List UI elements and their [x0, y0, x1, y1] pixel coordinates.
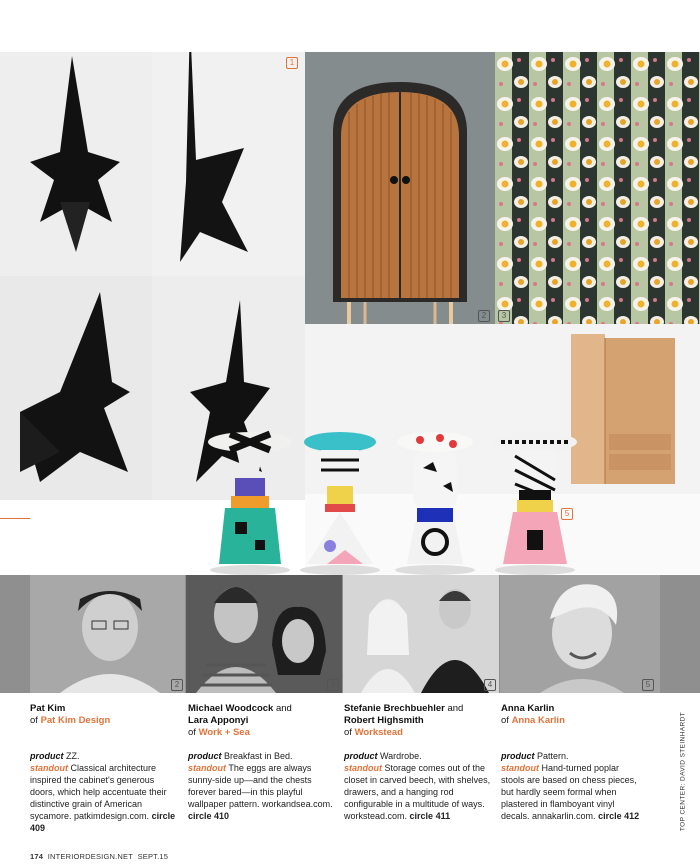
circle-number: circle 411 [409, 811, 451, 821]
cabinet-illustration [305, 52, 495, 324]
wallpaper-pattern [495, 52, 700, 324]
designer-name-2: Lara Apponyi [188, 715, 249, 726]
designer-name: Michael Woodcock and [188, 703, 292, 714]
footer-site: INTERIORDESIGN.NET [47, 852, 133, 861]
marker-5: 5 [561, 508, 573, 520]
company-line: of Work + Sea [188, 727, 250, 738]
photo-credit: TOP CENTER: DAVID STEINHARDT [679, 711, 687, 832]
portrait-workstead [343, 575, 499, 693]
portrait-anna-karlin [500, 575, 660, 693]
stools-row [195, 430, 595, 575]
stools-illustration [195, 430, 595, 575]
footer-issue: SEPT.15 [137, 852, 169, 861]
designer-column-1 [30, 703, 180, 834]
marker-3: 3 [498, 310, 510, 322]
product-description: product ZZ. standout Classical architecture inspired the cabinet's generous doors, which help accentuate their distinctive grain of American sycamore. patkimdesign.com. circle 409 [30, 751, 176, 833]
portrait-pat-kim [30, 575, 185, 693]
company-name: Work + Sea [198, 727, 250, 738]
photo-wallpaper [495, 52, 700, 324]
circle-number: circle 412 [598, 811, 640, 821]
company-line: of Workstead [344, 727, 403, 738]
circle-number: circle 409 [30, 811, 176, 833]
circle-number: circle 410 [188, 811, 230, 821]
company-name: Pat Kim Design [40, 715, 111, 726]
portrait-marker: 4 [484, 679, 496, 691]
marker-2: 2 [478, 310, 490, 322]
portrait-marker: 2 [171, 679, 183, 691]
designer-name: Anna Karlin [501, 703, 555, 714]
company-line: of Anna Karlin [501, 715, 565, 726]
product-description: product Pattern. standout Hand-turned poplar stools are based on chess pieces, but hardly seem formal when plastered in flamboyant vinyl decals. annakarlin.com. circle 412 [501, 751, 640, 821]
photo-cabinet [305, 52, 495, 324]
designer-column-2 [188, 703, 338, 822]
designer-name-2: Robert Highsmith [344, 715, 424, 726]
designer-name: Pat Kim [30, 703, 66, 714]
product-description: product Breakfast in Bed. standout The eggs are always sunny-side up—and the chests forever bared—in this playful wallpaper pattern. workandsea.com. circle 410 [188, 751, 333, 821]
designer-column-3 [344, 703, 494, 822]
designer-column-4 [501, 703, 641, 822]
page-number: 174 [30, 852, 44, 861]
accent-rule [0, 518, 30, 519]
company-line: of Pat Kim Design [30, 715, 111, 726]
page-footer [30, 852, 168, 861]
product-description: product Wardrobe. standout Storage comes out of the closet in carved beech, with shelves, drawers, and a hanging rod configurable in a multitude of ways. workstead.com. circle 411 [344, 751, 491, 821]
marker-1: 1 [286, 57, 298, 69]
portrait-marker: 5 [642, 679, 654, 691]
portrait-work-sea [186, 575, 342, 693]
designer-name: Stefanie Brechbuehler and [344, 703, 464, 714]
company-name: Workstead [354, 727, 403, 738]
portrait-marker: 3 [327, 679, 339, 691]
company-name: Anna Karlin [511, 715, 565, 726]
